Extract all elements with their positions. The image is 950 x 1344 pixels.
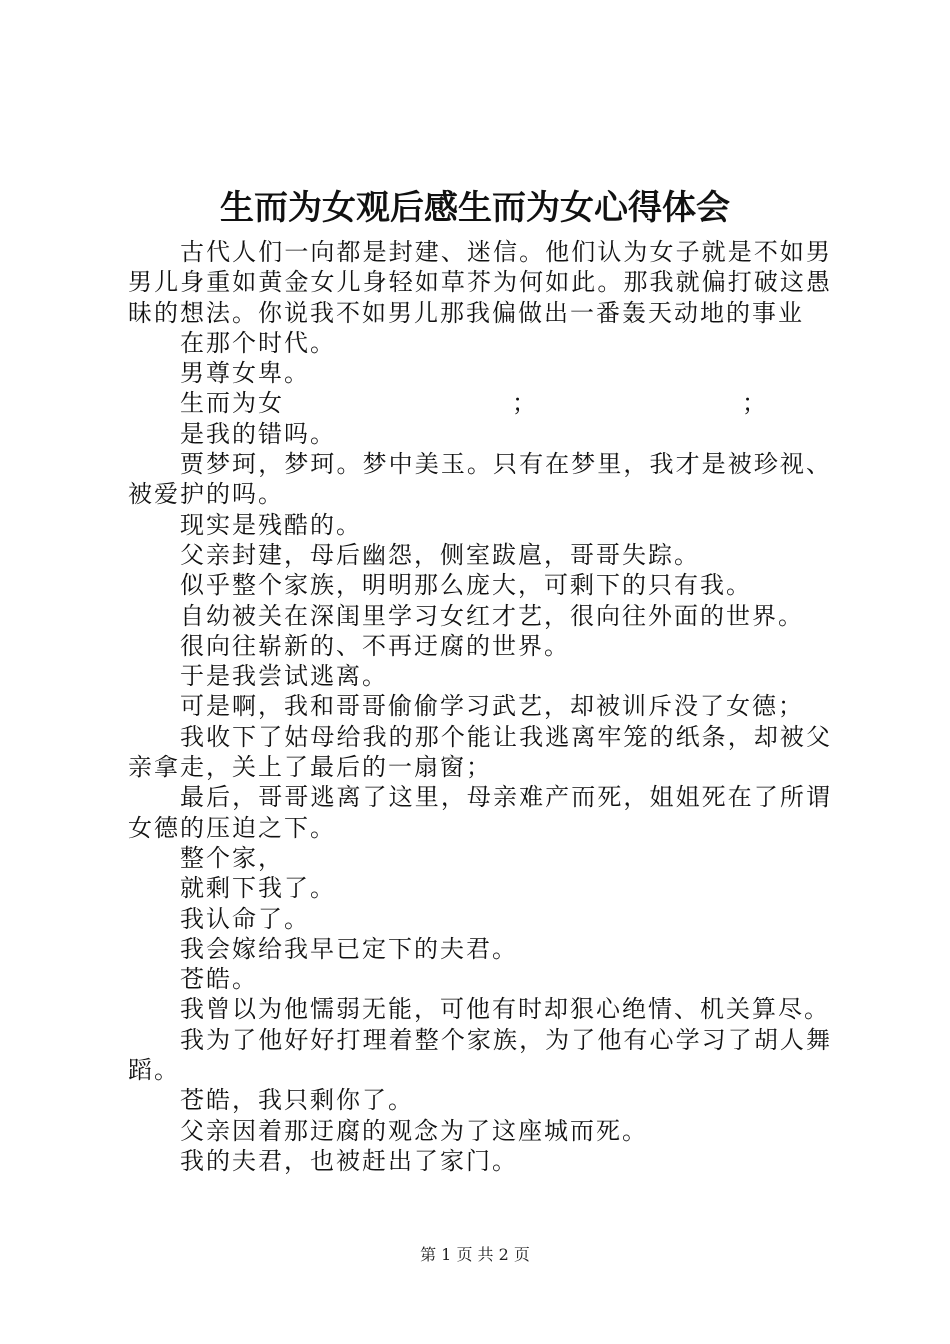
paragraph: 很向往崭新的、不再迂腐的世界。 <box>180 631 570 660</box>
semicolon-mark: ； <box>512 389 538 418</box>
paragraph: 在那个时代。 <box>180 328 336 357</box>
paragraph: 整个家， <box>180 843 284 872</box>
paragraph: 我收下了姑母给我的那个能让我逃离牢笼的纸条，却被父亲拿走，关上了最后的一扇窗； <box>128 722 832 782</box>
paragraph: 自幼被关在深闺里学习女红才艺，很向往外面的世界。 <box>180 601 804 630</box>
paragraph: 是我的错吗。 <box>180 419 336 448</box>
paragraph: 就剩下我了。 <box>180 874 336 903</box>
paragraph: 苍皓，我只剩你了。 <box>180 1086 414 1115</box>
paragraph: 我为了他好好打理着整个家族，为了他有心学习了胡人舞蹈。 <box>128 1025 832 1085</box>
document-body <box>128 237 832 1176</box>
paragraph: 似乎整个家族，明明那么庞大，可剩下的只有我。 <box>180 571 752 600</box>
paragraph: 最后，哥哥逃离了这里，母亲难产而死，姐姐死在了所谓女德的压迫之下。 <box>128 783 832 842</box>
semicolon-mark: ； <box>742 389 768 418</box>
paragraph-text: 生而为女 <box>180 389 284 418</box>
paragraph: 苍皓。 <box>180 965 258 994</box>
paragraph: 古代人们一向都是封建、迷信。他们认为女子就是不如男男儿身重如黄金女儿身轻如草芥为何如此。那我就偏打破这愚昧的想法。你说我不如男儿那我偏做出一番轰天动地的事业 <box>128 238 832 327</box>
paragraph: 现实是残酷的。 <box>180 510 362 539</box>
paragraph: 贾梦珂，梦珂。梦中美玉。只有在梦里，我才是被珍视、被爱护的吗。 <box>128 450 832 509</box>
paragraph: 于是我尝试逃离。 <box>180 662 388 691</box>
paragraph: 男尊女卑。 <box>180 359 310 388</box>
paragraph: 我会嫁给我早已定下的夫君。 <box>180 934 518 963</box>
paragraph-with-semicolons <box>128 388 832 418</box>
paragraph: 我曾以为他懦弱无能，可他有时却狠心绝情、机关算尽。 <box>180 995 830 1024</box>
paragraph: 父亲封建，母后幽怨，侧室跋扈，哥哥失踪。 <box>180 540 700 569</box>
paragraph: 我认命了。 <box>180 904 310 933</box>
paragraph: 可是啊，我和哥哥偷偷学习武艺，却被训斥没了女德； <box>180 692 804 721</box>
page-number-footer: 第 1 页 共 2 页 <box>420 1245 530 1264</box>
paragraph: 父亲因着那迂腐的观念为了这座城而死。 <box>180 1116 648 1145</box>
paragraph: 我的夫君，也被赶出了家门。 <box>180 1146 518 1175</box>
document-title: 生而为女观后感生而为女心得体会 <box>220 188 730 228</box>
